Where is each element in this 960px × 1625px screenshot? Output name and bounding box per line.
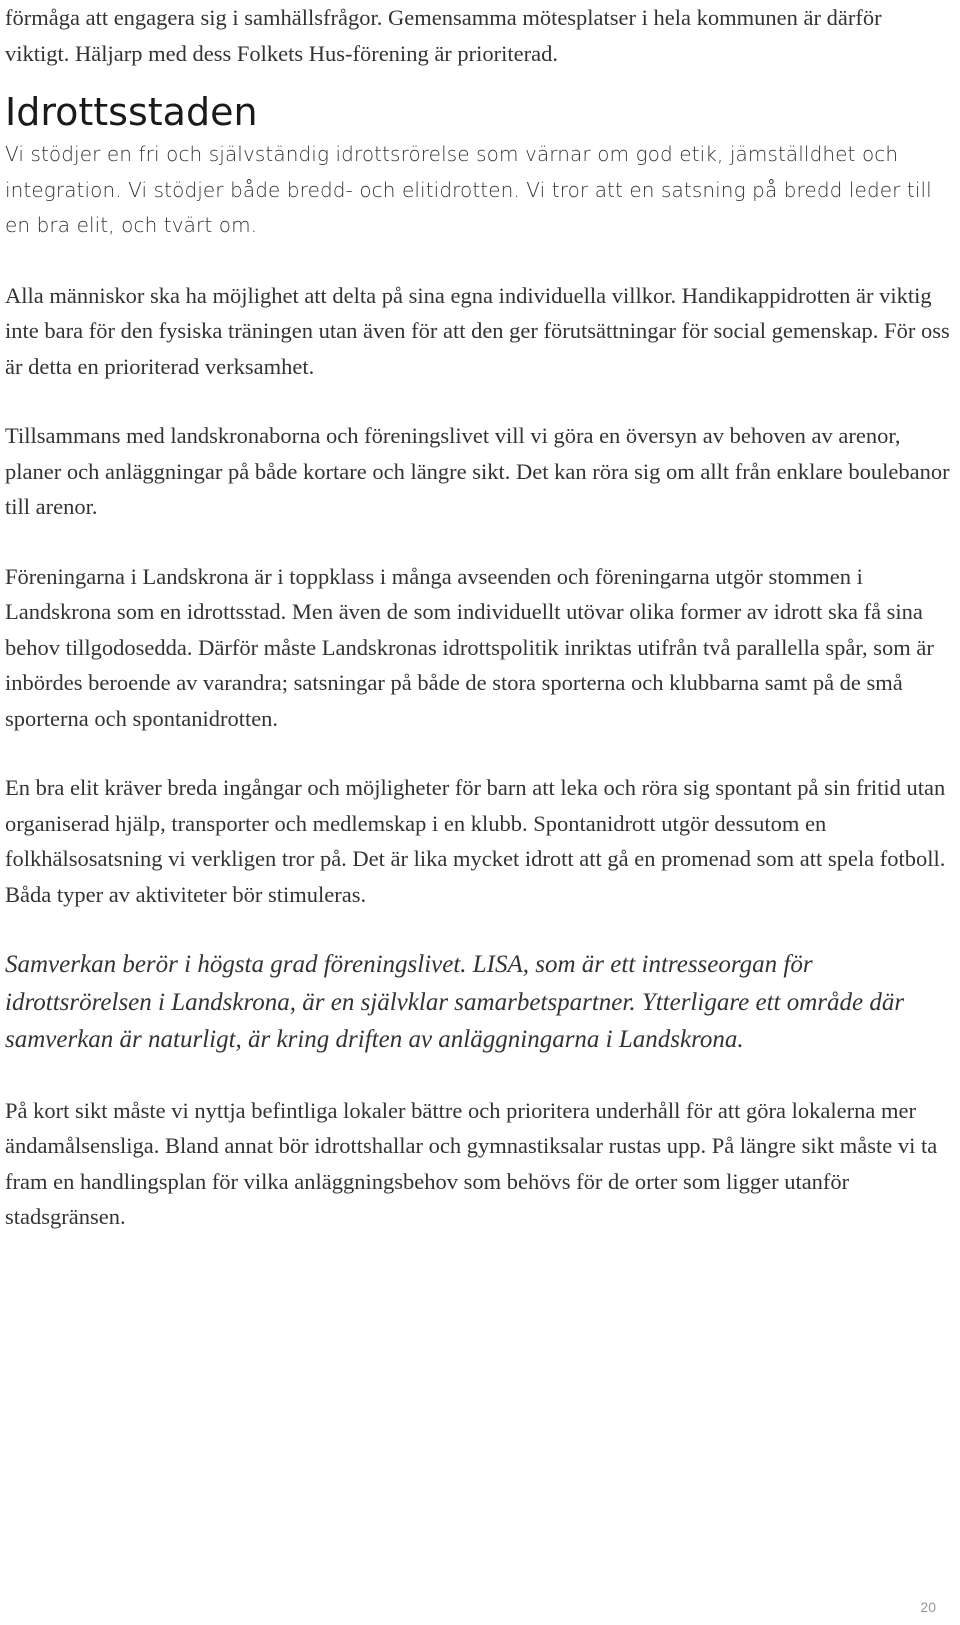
section-heading: Idrottsstaden <box>5 90 258 134</box>
paragraph-spacer <box>5 912 950 946</box>
closing-paragraph: På kort sikt måste vi nyttja befintliga lokaler bättre och prioritera underhåll för att göra lokalerna mer ändamålsensliga. Bland annat bör idrottshallar och gymnastiksalar rustas upp. På längre sikt måste vi ta fram en handlingsplan för vilka anläggningsbehov som behövs för de orter som ligger utanför stadsgränsen. <box>5 1097 938 1229</box>
document-page <box>5 0 950 1235</box>
page-number: 20 <box>920 1599 936 1615</box>
paragraph-4: Föreningarna i Landskrona är i toppklass i många avseenden och föreningarna utgör stommen i Landskrona som en idrottsstad. Men även de som individuellt utövar olika former av idrott ska få sina behov tillgodosedda. Därför måste Landskronas idrottspolitik inriktas utifrån två parallella spår, som är inbördes beroende av varandra; satsningar på både de stora sporterna och klubbarna samt på de små sporterna och spontanidrotten. <box>5 563 934 731</box>
paragraph-2: Alla människor ska ha möjlighet att delta på sina egna individuella villkor. Handikappidrotten är viktig inte bara för den fysiska träningen utan även för att den ger förutsättningar för social gemenskap. För oss är detta en prioriterad verksamhet. <box>5 282 950 379</box>
intro-paragraph: förmåga att engagera sig i samhällsfrågor. Gemensamma mötesplatser i hela kommunen är därför viktigt. Häljarp med dess Folkets Hus-förening är prioriterad. <box>5 5 882 66</box>
paragraph-1: Vi stödjer en fri och självständig idrottsrörelse som värnar om god etik, jämställdhet och integration. Vi stödjer både bredd- och elitidrotten. Vi tror att en satsning på bredd leder till en bra elit, och tvärt om. <box>5 142 932 237</box>
paragraph-3: Tillsammans med landskronaborna och föreningslivet vill vi göra en översyn av behoven av arenor, planer och anläggningar på både kortare och längre sikt. Det kan röra sig om allt från enklare boulebanor till arenor. <box>5 423 950 519</box>
paragraph-spacer <box>5 736 950 770</box>
paragraph-spacer <box>5 525 950 559</box>
paragraph-spacer <box>5 1059 950 1093</box>
paragraph-spacer <box>5 244 950 278</box>
paragraph-5: En bra elit kräver breda ingångar och möjligheter för barn att leka och röra sig spontant på sin fritid utan organiserad hjälp, transporter och medlemskap i en klubb. Spontanidrott utgör dessutom en folkhälsosatsning vi verkligen tror på. Det är lika mycket idrott att gå en promenad som att spela fotboll. Båda typer av aktiviteter bör stimuleras. <box>5 775 946 907</box>
italic-paragraph: Samverkan berör i högsta grad föreningslivet. LISA, som är ett intresseorgan för idrottsrörelsen i Landskrona, är en självklar samarbetspartner. Ytterligare ett område där samverkan är naturligt, är kring driften av anläggningarna i Landskrona. <box>5 951 905 1053</box>
paragraph-spacer <box>5 384 950 418</box>
